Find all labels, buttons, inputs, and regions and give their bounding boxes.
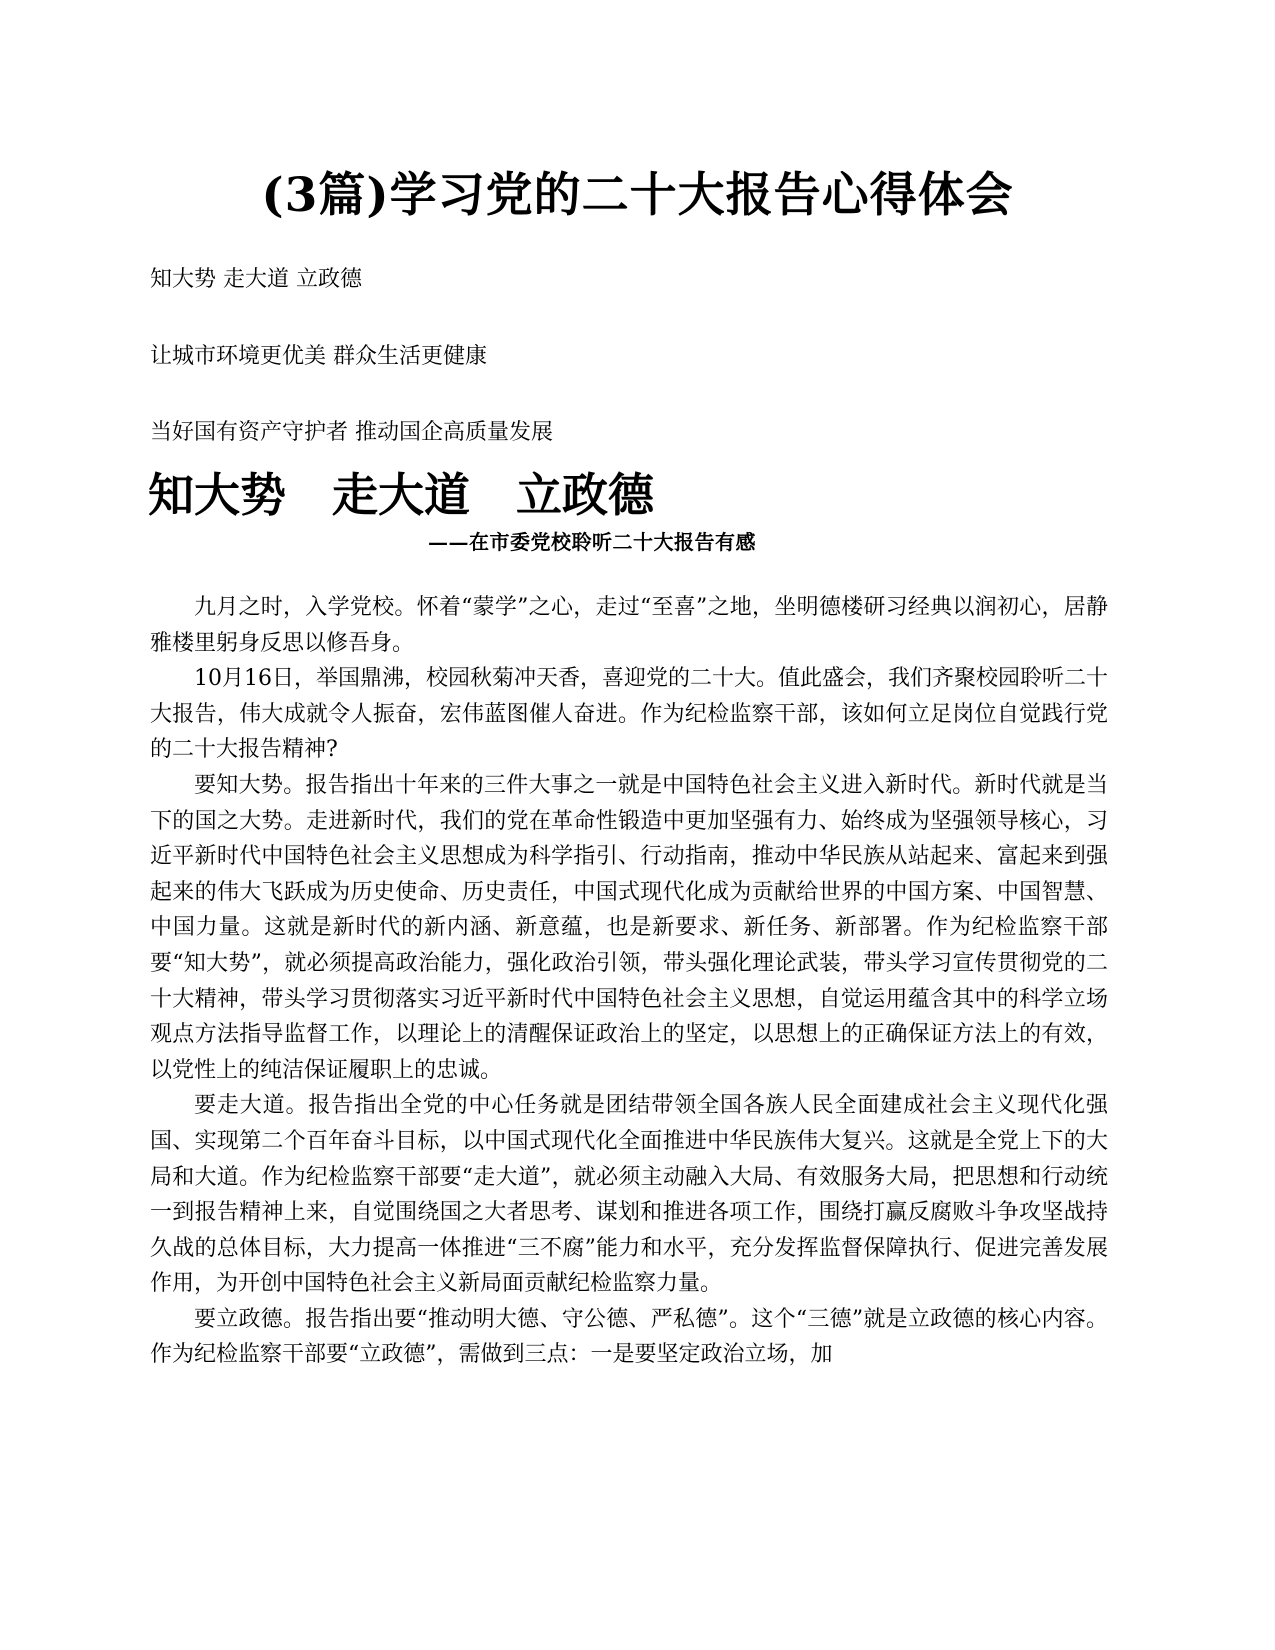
paragraph: 要知大势。报告指出十年来的三件大事之一就是中国特色社会主义进入新时代。新时代就是当下的国之大势。走进新时代，我们的党在革命性锻造中更加坚强有力、始终成为坚强领导核心，习近平新时代中国特色社会主义思想成为科学指引、行动指南，推动中华民族从站起来、富起来到强起来的伟大飞跃成为历史使命、历史责任，中国式现代化成为贡献给世界的中国方案、中国智慧、中国力量。这就是新时代的新内涵、新意蕴，也是新要求、新任务、新部署。作为纪检监察干部要“知大势”，就必须提高政治能力，强化政治引领，带头强化理论武装，带头学习宣传贯彻党的二十大精神，带头学习贯彻落实习近平新时代中国特色社会主义思想，自觉运用蕴含其中的科学立场观点方法指导监督工作，以理论上的清醒保证政治上的坚定，以思想上的正确保证方法上的有效，以党性上的纯洁保证履职上的忠诚。 [150, 772, 1108, 1083]
document-title: (3篇)学习党的二十大报告心得体会 [261, 168, 1014, 223]
paragraph: 九月之时，入学党校。怀着“蒙学”之心，走过“至喜”之地，坐明德楼研习经典以润初心，居静雅楼里躬身反思以修吾身。 [150, 595, 1108, 656]
contents-item-1: 知大势 走大道 立政德 [150, 267, 362, 292]
paragraph: 要走大道。报告指出全党的中心任务就是团结带领全国各族人民全面建成社会主义现代化强国、实现第二个百年奋斗目标，以中国式现代化全面推进中华民族伟大复兴。这就是全党上下的大局和大道。作为纪检监察干部要“走大道”，就必须主动融入大局、有效服务大局，把思想和行动统一到报告精神上来，自觉围绕国之大者思考、谋划和推进各项工作，围绕打赢反腐败斗争攻坚战持久战的总体目标，大力提高一体推进“三不腐”能力和水平，充分发挥监督保障执行、促进完善发展作用，为开创中国特色社会主义新局面贡献纪检监察力量。 [150, 1093, 1108, 1297]
paragraph: 10月16日，举国鼎沸，校园秋菊冲天香，喜迎党的二十大。值此盛会，我们齐聚校园聆听二十大报告，伟大成就令人振奋，宏伟蓝图催人奋进。作为纪检监察干部，该如何立足岗位自觉践行党的二十大报告精神? [150, 666, 1108, 763]
contents-item-3: 当好国有资产守护者 推动国企高质量发展 [150, 420, 553, 445]
contents-item-2: 让城市环境更优美 群众生活更健康 [150, 344, 487, 369]
article-body [150, 590, 1108, 1373]
article-subtitle: ——在市委党校聆听二十大报告有感 [428, 530, 756, 554]
paragraph: 要立政德。报告指出要“推动明大德、守公德、严私德”。这个“三德”就是立政德的核心内容。作为纪检监察干部要“立政德”，需做到三点：一是要坚定政治立场，加 [150, 1306, 1108, 1368]
article-title: 知大势 走大道 立政德 [148, 468, 654, 522]
